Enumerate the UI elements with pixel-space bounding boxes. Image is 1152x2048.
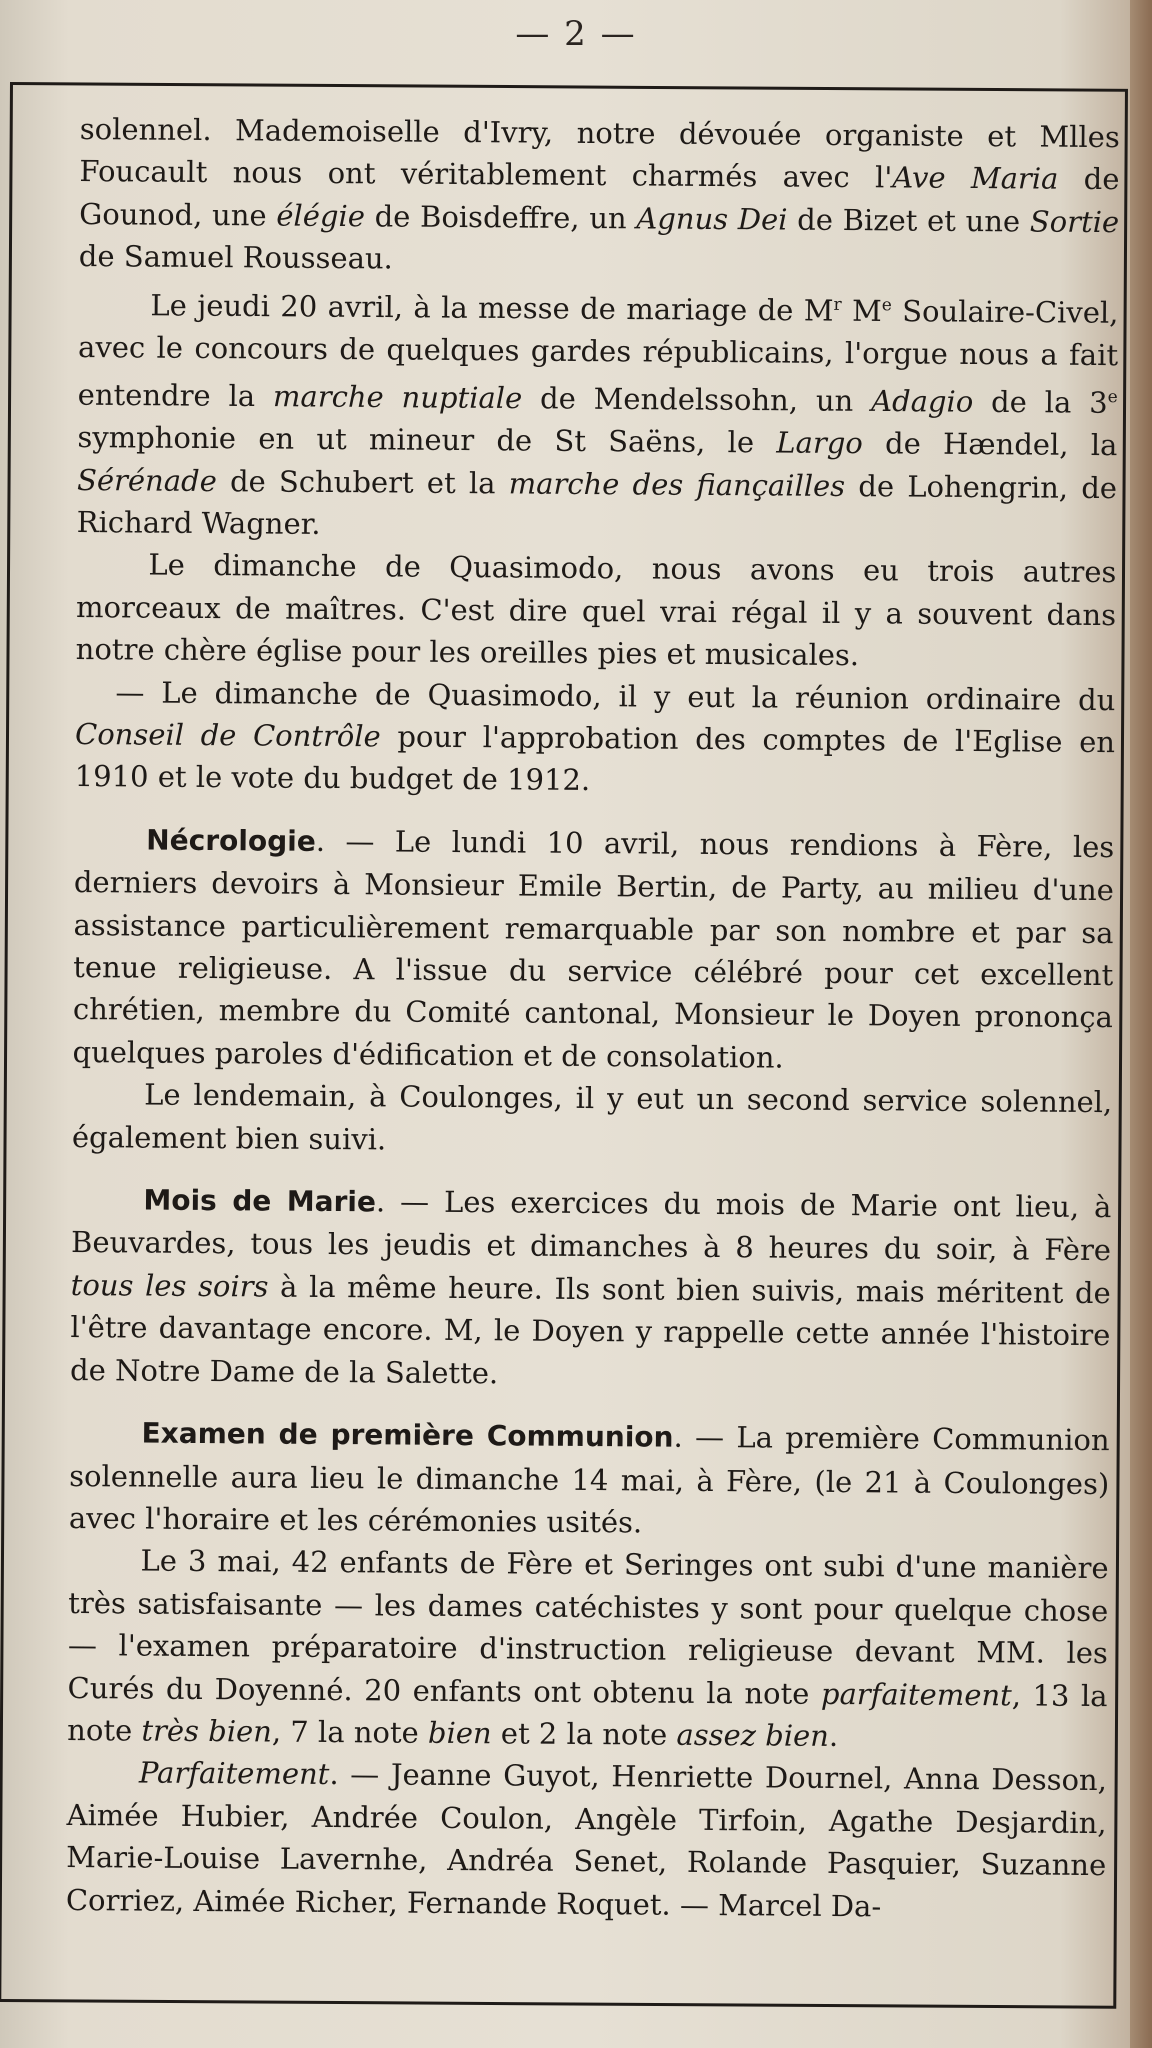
paragraph-examen-communion: Examen de première Communion. — La première Communion solennelle aura lieu le dimanche 14 mai, à Fère, (le 21 à Coulonges) avec l'horaire et les cérémonies usités. (68, 1416, 1110, 1540)
paragraph-organ-music: solennel. Mademoiselle d'Ivry, notre dévouée organiste et Mlles Foucault nous ont véritablement charmés avec l'Ave Maria de Gounod, une élégie de Boisdeffre, un Agnus Dei de Bizet et une Sortie de Samuel Rousseau. (78, 111, 1120, 276)
paragraph-quasimodo-music: Le dimanche de Quasimodo, nous avons eu trois autres morceaux de maîtres. C'est dire quel vrai régal il y a souvent dans notre chère église pour les oreilles pies et musicales. (75, 547, 1117, 673)
paragraph-coulonges-service: Le lendemain, à Coulonges, il y eut un second service solennel, également bien suivi. (71, 1077, 1113, 1157)
paragraph-parfaitement-list: Parfaitement. — Jeanne Guyot, Henriette Dournel, Anna Desson, Aimée Hubier, Andrée Coulon, Angèle Tirfoin, Agathe Desjardin, Marie-Louise Lavernhe, Andréa Senet, Rolande Pasquier, Suzanne Corriez, Aimée Richer, Fernande Roquet. — Marcel Da- (65, 1755, 1108, 1923)
paragraph-mois-de-marie: Mois de Marie. — Les exercices du mois de Marie ont lieu, à Beuvardes, tous les jeudis et dimanches à 8 heures du soir, à Fère tous les soirs à la même heure. Ils sont bien suivis, mais méritent de l'être davantage encore. M, le Doyen y rappelle cette année l'histoire de Notre Dame de la Salette. (69, 1183, 1112, 1391)
paragraph-council-meeting: — Le dimanche de Quasimodo, il y eut la réunion ordinaire du Conseil de Contrôle pour l'approbation des comptes de l'Eglise en 1910 et le vote du budget de 1912. (74, 674, 1116, 798)
section-heading-examen: Examen de première Communion (141, 1416, 674, 1454)
section-heading-mois-de-marie: Mois de Marie (143, 1183, 377, 1219)
page-number: — 2 — (515, 14, 637, 54)
book-spine (1130, 0, 1152, 2048)
paragraph-wedding-mass: Le jeudi 20 avril, à la messe de mariage de $M^r$ Me Soulaire-Civel, avec le concours de quelques gardes républicains, l'orgue nous a fait entendre la marche nuptiale de Mendelssohn, un Adagio de la 3e symphonie en ut mineur de St Saëns, le Largo de Hændel, la Sérénade de Schubert et la marche des fiançailles de Lohengrin, de Richard Wagner. (76, 287, 1119, 541)
paragraph-necrologie: Nécrologie. — Le lundi 10 avril, nous rendions à Fère, les derniers devoirs à Monsieur Emile Bertin, de Party, au milieu d'une assistance particulièrement remarquable par son nombre et par sa tenue religieuse. A l'issue du service célébré pour cet excellent chrétien, membre du Comité cantonal, Monsieur le Doyen prononça quelques paroles d'édification et de consolation. (72, 823, 1115, 1075)
paragraph-exam-results: Le 3 mai, 42 enfants de Fère et Seringes ont subi d'une manière très satisfaisante — les dames catéchistes y sont pour quelque chose — l'examen préparatoire d'instruction religieuse devant MM. les Curés du Doyenné. 20 enfants ont obtenu la note parfaitement, 13 la note très bien, 7 la note bien et 2 la note assez bien. (67, 1543, 1109, 1753)
section-heading-necrologie: Nécrologie (146, 823, 316, 858)
page-text (66, 108, 1120, 1929)
